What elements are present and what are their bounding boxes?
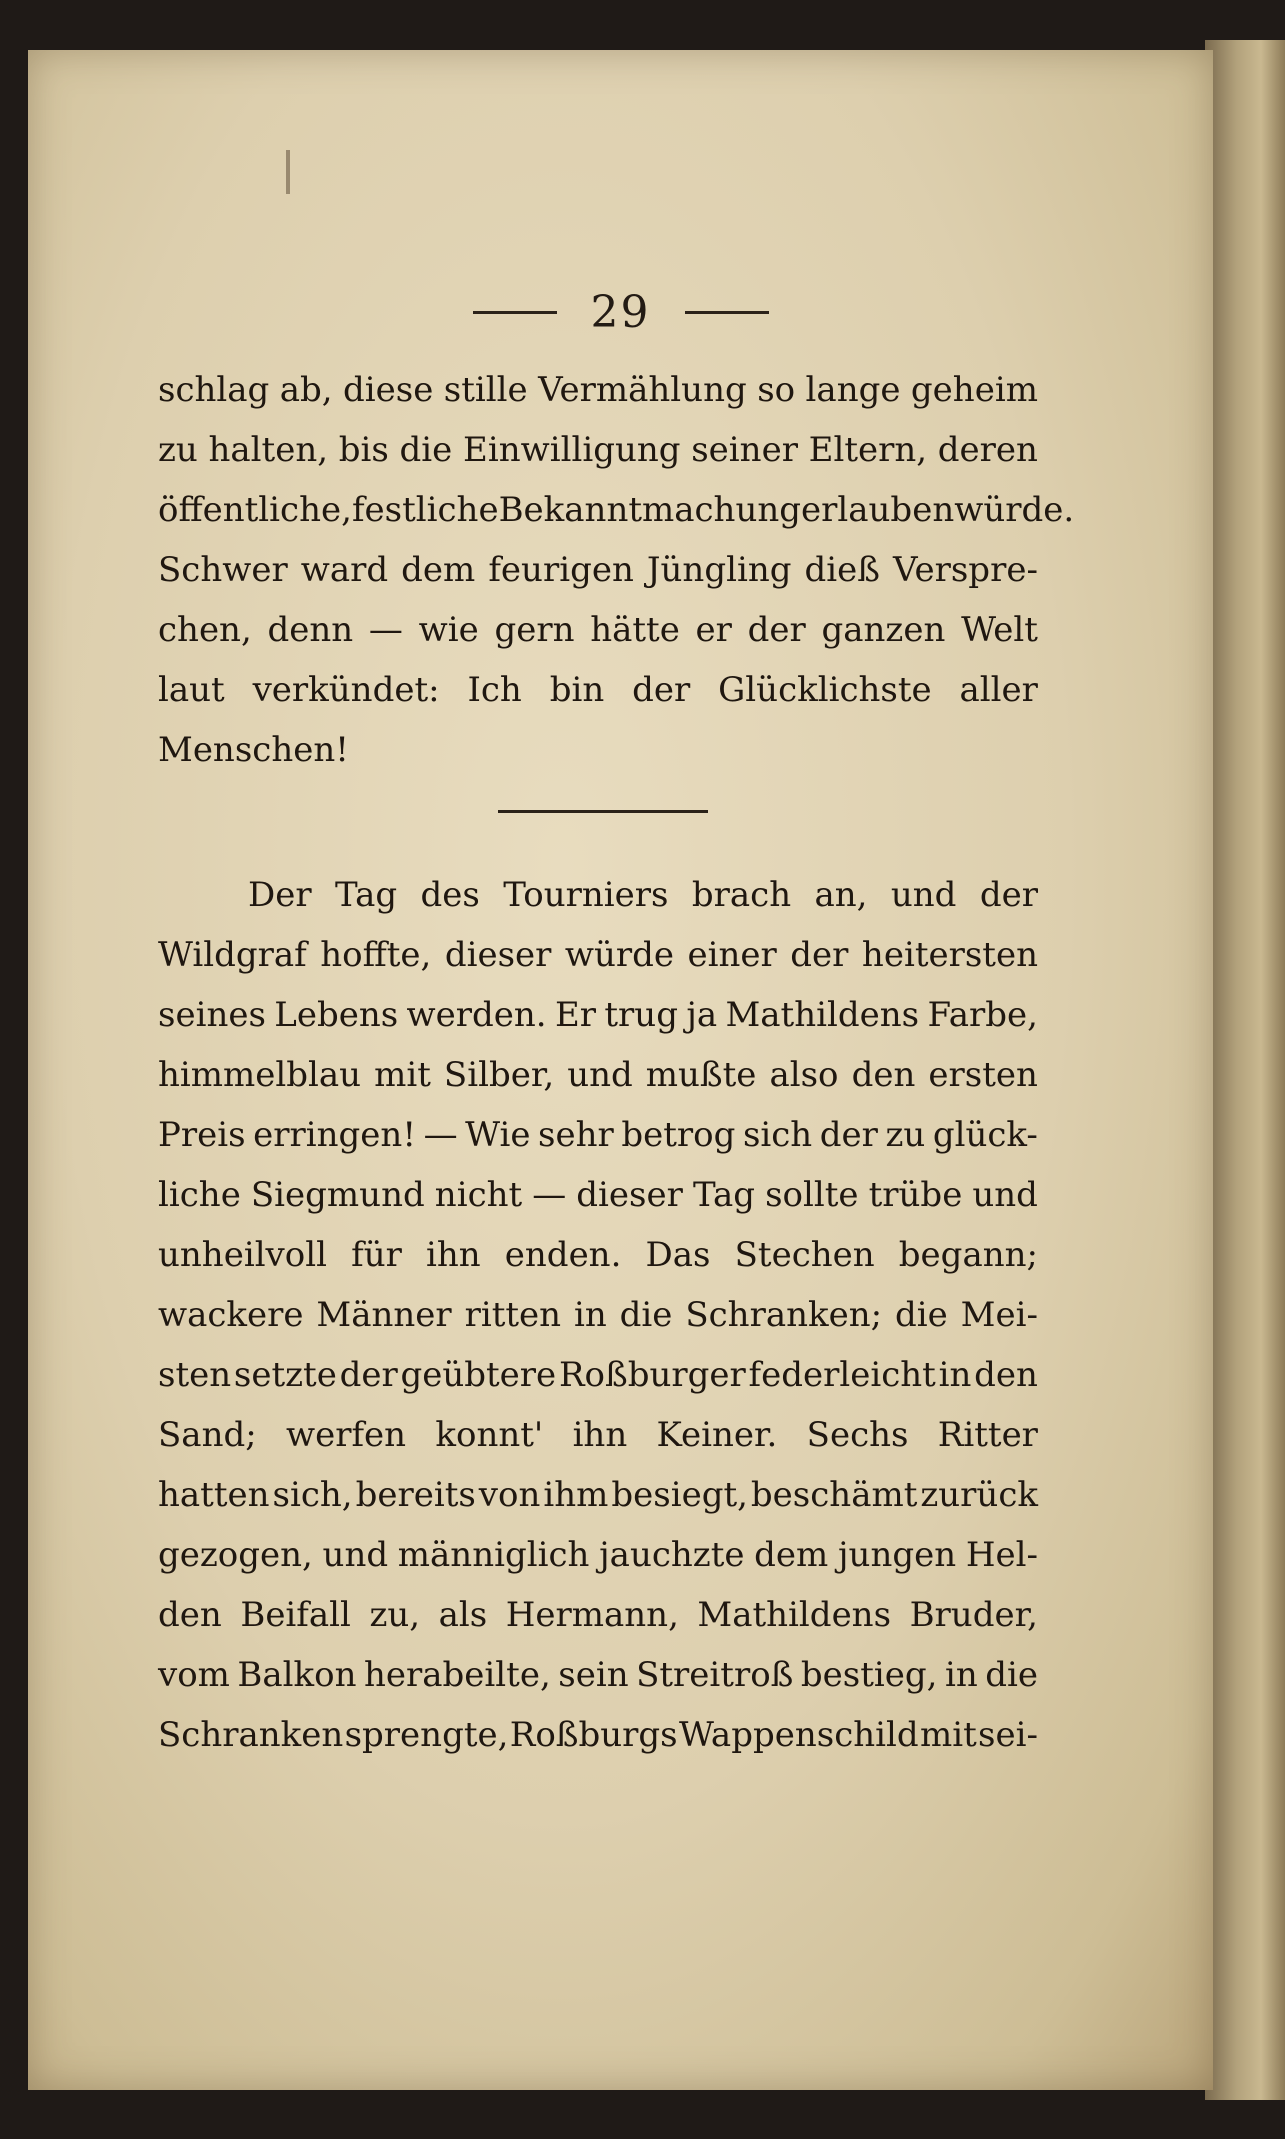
ink-mark (286, 150, 290, 194)
text-line: himmelblau mit Silber, und mußte also den ersten (158, 1055, 1038, 1095)
text-line: laut verkündet: Ich bin der Glücklichste aller (158, 670, 1038, 710)
header-rule-right (685, 311, 769, 314)
text-line: Sand; werfen konnt' ihn Keiner. Sechs Ritter (158, 1415, 1038, 1455)
text-line: seines Lebens werden. Er trug ja Mathildens Farbe, (158, 995, 1038, 1035)
text-line: liche Siegmund nicht — dieser Tag sollte trübe und (158, 1175, 1038, 1215)
text-line: wackere Männer ritten in die Schranken; die Mei- (158, 1295, 1038, 1335)
text-line: Der Tag des Tourniers brach an, und der (248, 875, 1038, 915)
text-line: unheilvoll für ihn enden. Das Stechen begann; (158, 1235, 1038, 1275)
text-line: Preis erringen! — Wie sehr betrog sich der zu glück- (158, 1115, 1038, 1155)
next-pages-edge (1205, 40, 1285, 2100)
page-header (28, 282, 1213, 342)
paragraph-2 (158, 865, 1038, 1765)
section-divider (498, 810, 708, 813)
text-line: Schwer ward dem feurigen Jüngling dieß Verspre- (158, 550, 1038, 590)
paragraph-1 (158, 360, 1075, 780)
page-number: 29 (590, 286, 651, 338)
text-line: hatten sich, bereits von ihm besiegt, beschämt zurück (158, 1475, 1038, 1515)
text-line: Wildgraf hoffte, dieser würde einer der heitersten (158, 935, 1038, 975)
text-line: Schranken sprengte, Roßburgs Wappenschild mit sei- (158, 1715, 1038, 1755)
text-line: zu halten, bis die Einwilligung seiner Eltern, deren (158, 430, 1038, 470)
text-line: den Beifall zu, als Hermann, Mathildens Bruder, (158, 1595, 1038, 1635)
text-line: chen, denn — wie gern hätte er der ganzen Welt (158, 610, 1038, 650)
book-page (28, 50, 1213, 2090)
text-line: gezogen, und männiglich jauchzte dem jungen Hel- (158, 1535, 1038, 1575)
text-line: Menschen! (158, 730, 349, 770)
text-line: schlag ab, diese stille Vermählung so lange geheim (158, 370, 1038, 410)
text-line: sten setzte der geübtere Roßburger federleicht in den (158, 1355, 1038, 1395)
header-rule-left (473, 311, 557, 314)
text-line: vom Balkon herabeilte, sein Streitroß bestieg, in die (158, 1655, 1038, 1695)
text-line: öffentliche, festliche Bekanntmachung erlauben würde. (158, 490, 1075, 530)
